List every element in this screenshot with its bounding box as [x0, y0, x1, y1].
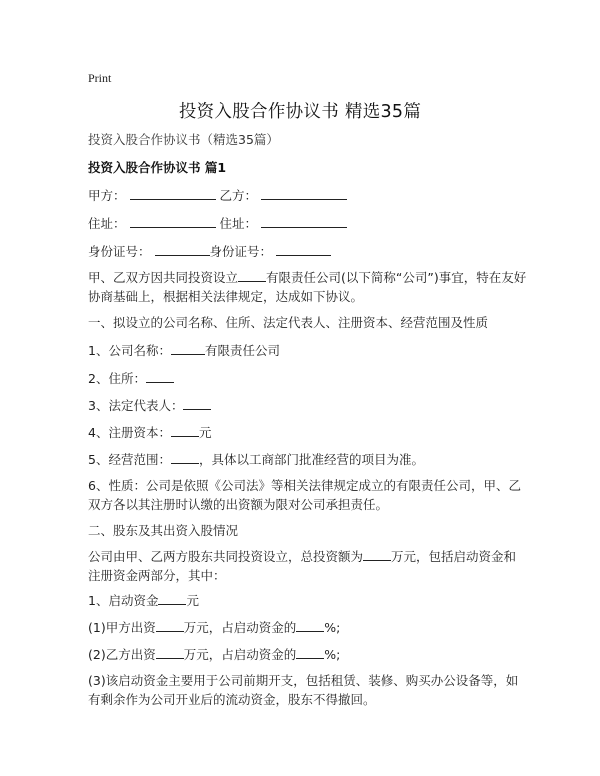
item2-blank [146, 370, 174, 383]
address-a-blank [130, 215, 216, 228]
party-a-blank [130, 187, 216, 200]
item5-label: 5、经营范围： [88, 452, 171, 467]
item1-suffix: 有限责任公司 [204, 343, 280, 358]
clause2-intro-text-1: 公司由甲、乙两方股东共同投资设立，总投资额为 [88, 549, 364, 564]
document-title: 投资入股合作协议书 精选35篇 [178, 102, 422, 122]
item2-line [88, 369, 174, 388]
clause2-intro-text-2: 万元，包括启动资金和注册资金两部分，其中： [88, 549, 517, 583]
sub2-prefix: (2)乙方出资 [88, 647, 156, 662]
startup-suffix: 元 [186, 593, 199, 608]
party-b-label: 乙方： [219, 188, 258, 203]
sub2-amount-blank [156, 646, 184, 659]
item5-line [88, 450, 424, 469]
item2-label: 2、住所： [88, 371, 146, 386]
sub2-line [88, 645, 340, 664]
item4-suffix: 元 [198, 425, 212, 440]
id-a-label: 身份证号： [88, 244, 151, 259]
startup-fund-line [88, 591, 199, 610]
print-label[interactable]: Print [88, 71, 112, 85]
company-name-blank [238, 269, 266, 282]
party-a-label: 甲方： [88, 188, 126, 203]
sub1-line [88, 618, 340, 637]
sub1-mid: 万元，占启动资金的 [183, 620, 297, 635]
sub1-prefix: (1)甲方出资 [88, 620, 156, 635]
item1-line [88, 341, 280, 360]
sub3-paragraph: (3)该启动资金主要用于公司前期开支，包括租赁、装修、购买办公设备等，如有剩余作为公司开业后的流动资金，股东不得撤回。 [88, 673, 519, 707]
item4-line [88, 423, 211, 442]
item6-paragraph: 6、性质：公司是依照《公司法》等相关法律规定成立的有限责任公司，甲、乙双方各以其注册时认缴的出资额为限对公司承担责任。 [88, 478, 521, 512]
section-heading: 投资入股合作协议书 篇1 [88, 160, 227, 175]
party-b-blank [261, 187, 347, 200]
item3-label: 3、法定代表人： [88, 398, 184, 413]
sub2-mid: 万元，占启动资金的 [183, 647, 297, 662]
item1-blank [171, 342, 205, 355]
startup-label: 1、启动资金 [88, 593, 159, 608]
sub1-amount-blank [156, 619, 184, 632]
item5-blank [171, 451, 199, 464]
sub2-percent-blank [296, 646, 324, 659]
item4-blank [171, 424, 199, 437]
item1-label: 1、公司名称： [88, 343, 171, 358]
sub1-percent-blank [296, 619, 324, 632]
startup-blank [158, 592, 186, 605]
id-b-blank [276, 243, 331, 256]
item4-label: 4、注册资本： [88, 425, 171, 440]
id-line [88, 242, 331, 261]
intro-paragraph [88, 268, 528, 306]
item5-suffix: ，具体以工商部门批准经营的项目为准。 [198, 452, 424, 467]
intro-text-1: 甲、乙双方因共同投资设立 [88, 270, 239, 285]
clause2-intro [88, 547, 528, 585]
total-investment-blank [363, 548, 391, 561]
sub1-suffix: %; [324, 620, 341, 635]
item3-line [88, 396, 211, 415]
address-b-label: 住址： [219, 216, 258, 231]
sub2-suffix: %; [324, 647, 341, 662]
clause2-heading: 二、股东及其出资入股情况 [88, 523, 239, 538]
document-subtitle: 投资入股合作协议书（精选35篇） [88, 132, 279, 147]
id-b-label: 身份证号： [209, 244, 273, 259]
intro-text-2: 有限责任公司(以下简称“公司”)事宜，特在友好协商基础上，根据相关法律规定，达成如下协议。 [88, 270, 527, 304]
address-line [88, 214, 347, 233]
address-b-blank [261, 215, 347, 228]
clause1-heading: 一、拟设立的公司名称、住所、法定代表人、注册资本、经营范围及性质 [88, 315, 489, 330]
party-line [88, 186, 347, 205]
id-a-blank [155, 243, 210, 256]
item3-blank [183, 397, 211, 410]
address-a-label: 住址： [88, 216, 126, 231]
